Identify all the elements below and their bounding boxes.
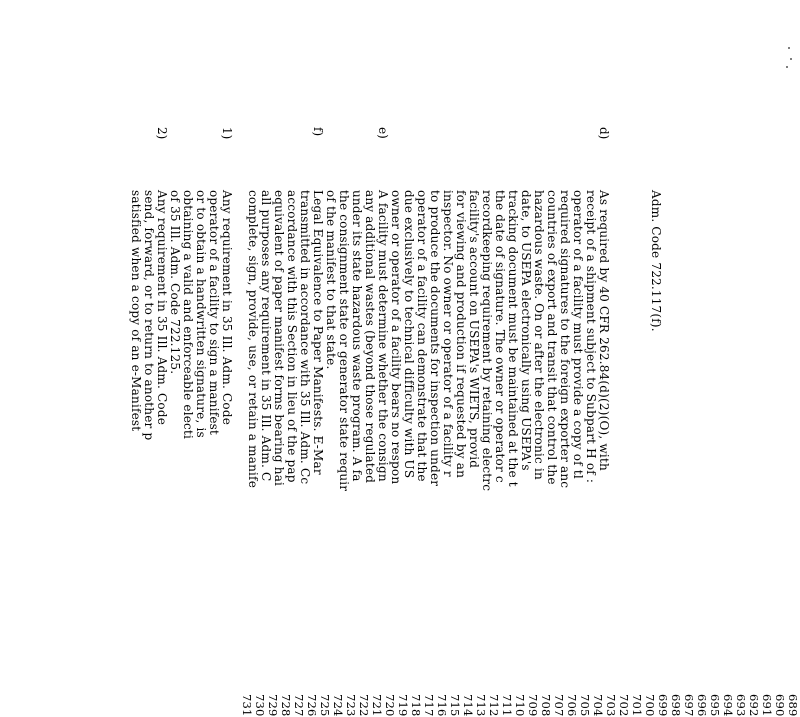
text-line: satisfied when a copy of an e-Manifest (129, 190, 143, 432)
line-number: 695 (708, 694, 722, 717)
line-number: 721 (370, 694, 384, 717)
line-number: 706 (565, 694, 579, 717)
line-number: 703 (604, 694, 618, 717)
line-number: 727 (292, 694, 306, 717)
text-line: owner or operator of a facility bears no respon (389, 190, 403, 485)
line-number: 692 (747, 694, 761, 717)
line-number: 697 (682, 694, 696, 717)
line-number: 708 (539, 694, 553, 717)
line-number: 696 (695, 694, 709, 717)
text-line: the consignment state or generator state requir (337, 190, 351, 492)
line-number: 700 (643, 694, 657, 717)
text-line: to produce the documents for inspection under (428, 190, 442, 487)
line-number: 730 (253, 694, 267, 717)
text-line: due exclusively to technical difficulty with US (402, 190, 416, 479)
text-line: tracking document must be maintained at the t (506, 190, 520, 487)
text-line: required signatures to the foreign exporter anc (558, 190, 572, 489)
text-line: hazardous waste. On or after the electronic in (532, 190, 546, 480)
text-line: obtaining a valid and enforceable electi (181, 190, 195, 440)
line-number: 698 (669, 694, 683, 717)
text-line: date, to USEPA electronically using USEPA's (519, 190, 533, 471)
line-number: 720 (383, 694, 397, 717)
text-line: equivalent of paper manifest forms bearing hai (272, 190, 286, 487)
line-number: 713 (474, 694, 488, 717)
line-number: 705 (578, 694, 592, 717)
line-number: 704 (591, 694, 605, 717)
text-line: send, forward, or to return to another p (142, 190, 156, 441)
text-line: Legal Equivalence to Paper Manifests. E-Mar (311, 190, 325, 475)
text-line: Adm. Code 722.117(f). (649, 190, 663, 332)
text-line: receipt of a shipment subject to Subpart H of : (584, 190, 598, 484)
text-line: any additional wastes (beyond those regulated (363, 190, 377, 484)
text-line: or to obtain a handwritten signature, is (194, 190, 208, 438)
line-number: 702 (617, 694, 631, 717)
text-line: facility's account on USEPA's WIETS, provid (467, 190, 481, 469)
line-number: 731 (240, 694, 254, 717)
line-number: 729 (266, 694, 280, 717)
marker-f: f) (311, 127, 325, 137)
line-number: 718 (409, 694, 423, 717)
text-line: operator of a facility can demonstrate that the (415, 190, 429, 482)
line-number: 712 (487, 694, 501, 717)
line-number: 710 (513, 694, 527, 717)
text-line: accordance with this Section in lieu of the pap (285, 190, 299, 483)
line-number: 691 (760, 694, 774, 717)
line-number: 726 (305, 694, 319, 717)
text-line: countries of export and transit that control the (545, 190, 559, 485)
text-line: of the manifest to that state. (324, 190, 338, 370)
text-line: inspector. No owner or operator of a facility r (441, 190, 455, 477)
text-line: As required by 40 CFR 262.84(d)(2)(O), with (597, 190, 611, 471)
text-line: under its state hazardous waste program. A fa (350, 190, 364, 482)
line-number: 728 (279, 694, 293, 717)
line-number: 699 (656, 694, 670, 717)
line-number: 719 (396, 694, 410, 717)
line-number: 690 (773, 694, 787, 717)
marker-f1: 1) (220, 127, 234, 140)
text-line: of 35 Ill. Adm. Code 722.125. (168, 190, 182, 375)
line-number: 722 (357, 694, 371, 717)
text-line: for viewing and production if requested by an (454, 190, 468, 479)
text-line: Any requirement in 35 Ill. Adm. Code (155, 190, 169, 426)
line-number: 716 (435, 694, 449, 717)
line-number: 715 (448, 694, 462, 717)
marker-d: d) (597, 127, 611, 140)
text-line: recordkeeping requirement by retaining electrc (480, 190, 494, 492)
text-line: operator of a facility must provide a copy of tl (571, 190, 585, 479)
line-number: 707 (552, 694, 566, 717)
text-line: A facility must determine whether the consign (376, 190, 390, 482)
text-line: transmitted in accordance with 35 Ill. Adm. Cc (298, 190, 312, 485)
line-number: 694 (721, 694, 735, 717)
line-number: 714 (461, 694, 475, 717)
line-number: 717 (422, 694, 436, 717)
text-line: operator of a facility to sign a manifest (207, 190, 221, 436)
text-line: the date of signature. The owner or operator c (493, 190, 507, 483)
text-line: complete, sign, provide, use, or retain a manife (246, 190, 260, 489)
line-number: 724 (331, 694, 345, 717)
line-number: 693 (734, 694, 748, 717)
marker-e: e) (376, 127, 390, 139)
line-number: 701 (630, 694, 644, 717)
line-number: 709 (526, 694, 540, 717)
line-number: 711 (500, 694, 514, 717)
marker-f2: 2) (155, 127, 169, 140)
line-number: 725 (318, 694, 332, 717)
text-line: all purposes any requirement in 35 Ill. Adm. C (259, 190, 273, 482)
text-line: Any requirement in 35 Ill. Adm. Code (220, 190, 234, 426)
line-number: 689 (786, 694, 800, 717)
line-number: 723 (344, 694, 358, 717)
